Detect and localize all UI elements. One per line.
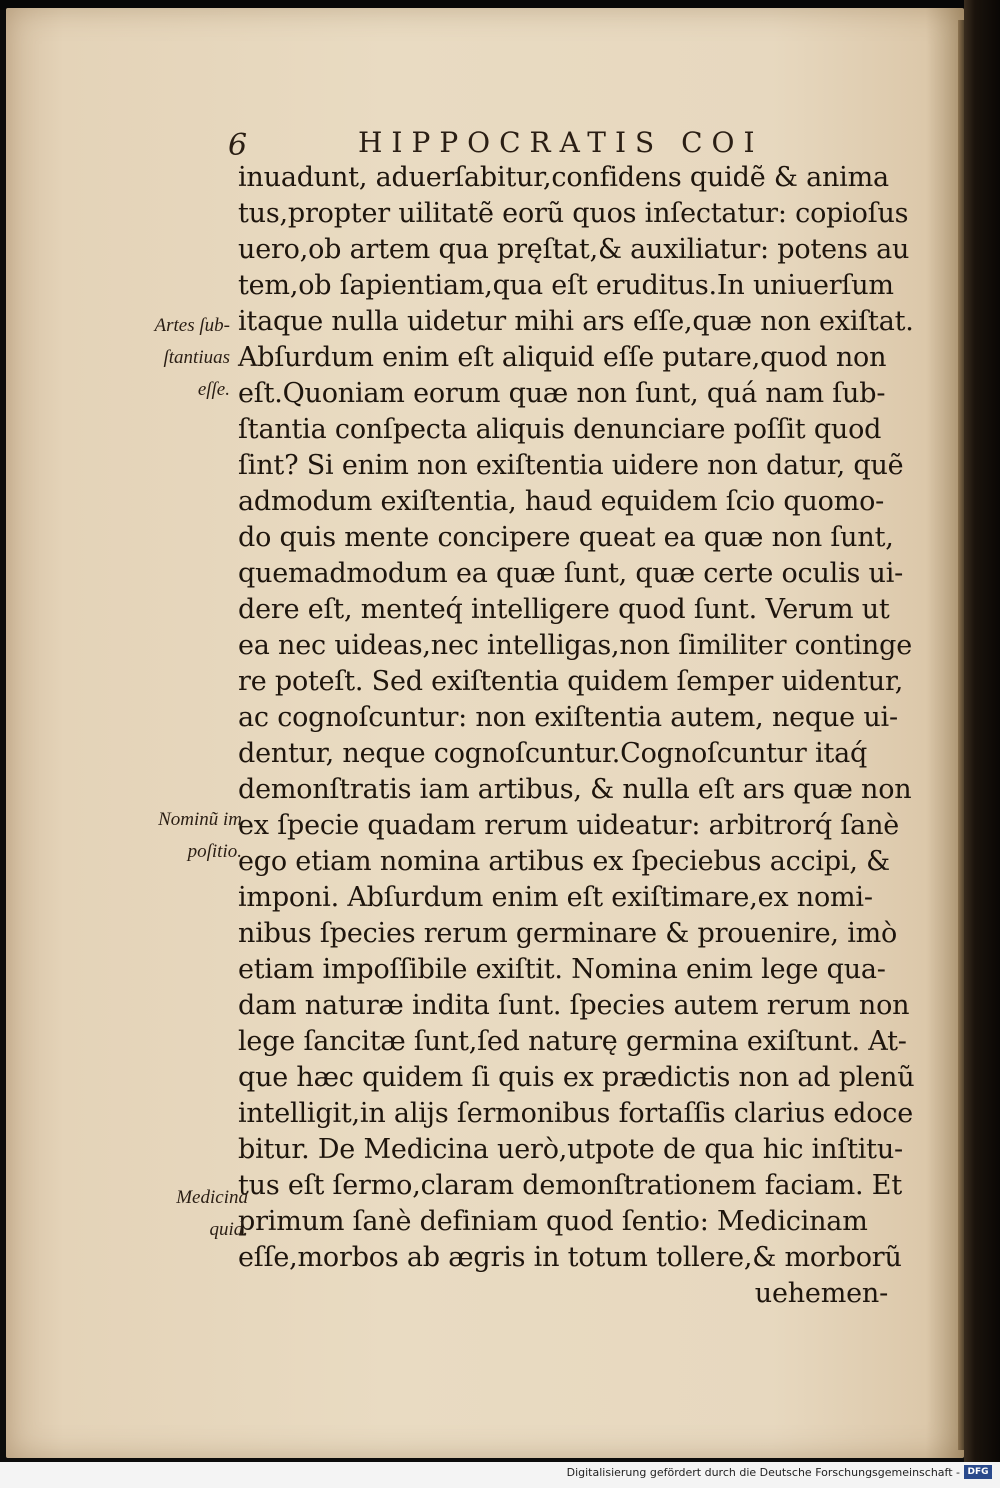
- funding-credit: Digitalisierung gefördert durch die Deutsche Forschungsgemeinschaft -: [566, 1466, 960, 1479]
- text-line: dentur, neque cognoſcuntur.Cognoſcuntur itaq́: [238, 738, 868, 769]
- text-line: inuadunt, aduerſabitur,confidens quidẽ & anima: [238, 162, 889, 193]
- text-line: ex ſpecie quadam rerum uideatur: arbitrorq́ ſanè: [238, 810, 900, 841]
- text-line: Abſurdum enim eſt aliquid eſſe putare,quod non: [238, 342, 887, 373]
- text-line: tem,ob ſapientiam,qua eſt eruditus.In uniuerſum: [238, 270, 894, 301]
- marginal-note-line: poſitio.: [187, 841, 242, 862]
- page-number: 6: [228, 128, 248, 163]
- text-line: que hæc quidem ſi quis ex prædictis non ad plenũ: [238, 1062, 915, 1093]
- running-head: HIPPOCRATIS COI: [358, 126, 764, 159]
- text-line: tus eſt ſermo,claram demonſtrationem faciam. Et: [238, 1170, 902, 1201]
- text-line: dam naturæ indita ſunt. ſpecies autem rerum non: [238, 990, 910, 1021]
- catchword: uehemen-: [754, 1278, 888, 1309]
- marginal-note-artes: [100, 310, 230, 406]
- book-binding-shadow: [964, 0, 1000, 1462]
- dfg-logo: DFG: [964, 1465, 992, 1479]
- text-line: ſint? Si enim non exiſtentia uidere non datur, quẽ: [238, 450, 904, 481]
- text-line: eſſe,morbos ab ægris in totum tollere,& morborũ: [238, 1242, 902, 1273]
- text-line: ſtantia conſpecta aliquis denunciare poſſit quod: [238, 414, 882, 445]
- marginal-note-line: Medicina: [176, 1187, 248, 1208]
- marginal-note-line: quid.: [209, 1219, 248, 1240]
- marginal-note-nominum: [100, 804, 242, 868]
- text-line: itaque nulla uidetur mihi ars eſſe,quæ non exiſtat.: [238, 306, 914, 337]
- text-line: uero,ob artem qua pręſtat,& auxiliatur: potens au: [238, 234, 910, 265]
- text-line: ego etiam nomina artibus ex ſpeciebus accipi, &: [238, 846, 890, 877]
- text-line: quemadmodum ea quæ ſunt, quæ certe oculis ui-: [238, 558, 904, 589]
- marginal-note-line: Nominũ im: [158, 809, 242, 830]
- text-line: lege ſancitæ ſunt,ſed naturę germina exiſtunt. At-: [238, 1026, 907, 1057]
- text-line: primum ſanè definiam quod ſentio: Medicinam: [238, 1206, 868, 1237]
- text-line: eſt.Quoniam eorum quæ non ſunt, quá nam ſub-: [238, 378, 886, 409]
- text-line: ac cognoſcuntur: non exiſtentia autem, neque ui-: [238, 702, 898, 733]
- text-line: bitur. De Medicina uerò,utpote de qua hic inſtitu-: [238, 1134, 903, 1165]
- text-line: tus,propter uilitatẽ eorũ quos inſectatur: copioſus: [238, 198, 909, 229]
- text-line: admodum exiſtentia, haud equidem ſcio quomo-: [238, 486, 885, 517]
- text-line: ea nec uideas,nec intelligas,non ſimiliter continge: [238, 630, 912, 661]
- marginal-note-line: Artes ſub-: [154, 315, 230, 336]
- text-line: etiam impoſſibile exiſtit. Nomina enim lege qua-: [238, 954, 886, 985]
- text-line: imponi. Abſurdum enim eſt exiſtimare,ex nomi-: [238, 882, 873, 913]
- text-line: dere eſt, menteq́ intelligere quod ſunt. Verum ut: [238, 594, 890, 625]
- text-line: do quis mente concipere queat ea quæ non ſunt,: [238, 522, 894, 553]
- text-line: intelligit,in alijs ſermonibus fortaſſis clarius edoce: [238, 1098, 913, 1129]
- marginal-note-medicina: [100, 1182, 248, 1246]
- text-line: nibus ſpecies rerum germinare & prouenire, imò: [238, 918, 898, 949]
- text-line: demonſtratis iam artibus, & nulla eſt ars quæ non: [238, 774, 912, 805]
- marginal-note-line: eſſe.: [197, 379, 230, 400]
- body-text: [238, 160, 915, 1312]
- text-line: re poteſt. Sed exiſtentia quidem ſemper uidentur,: [238, 666, 904, 697]
- marginal-note-line: ſtantiuas: [163, 347, 230, 368]
